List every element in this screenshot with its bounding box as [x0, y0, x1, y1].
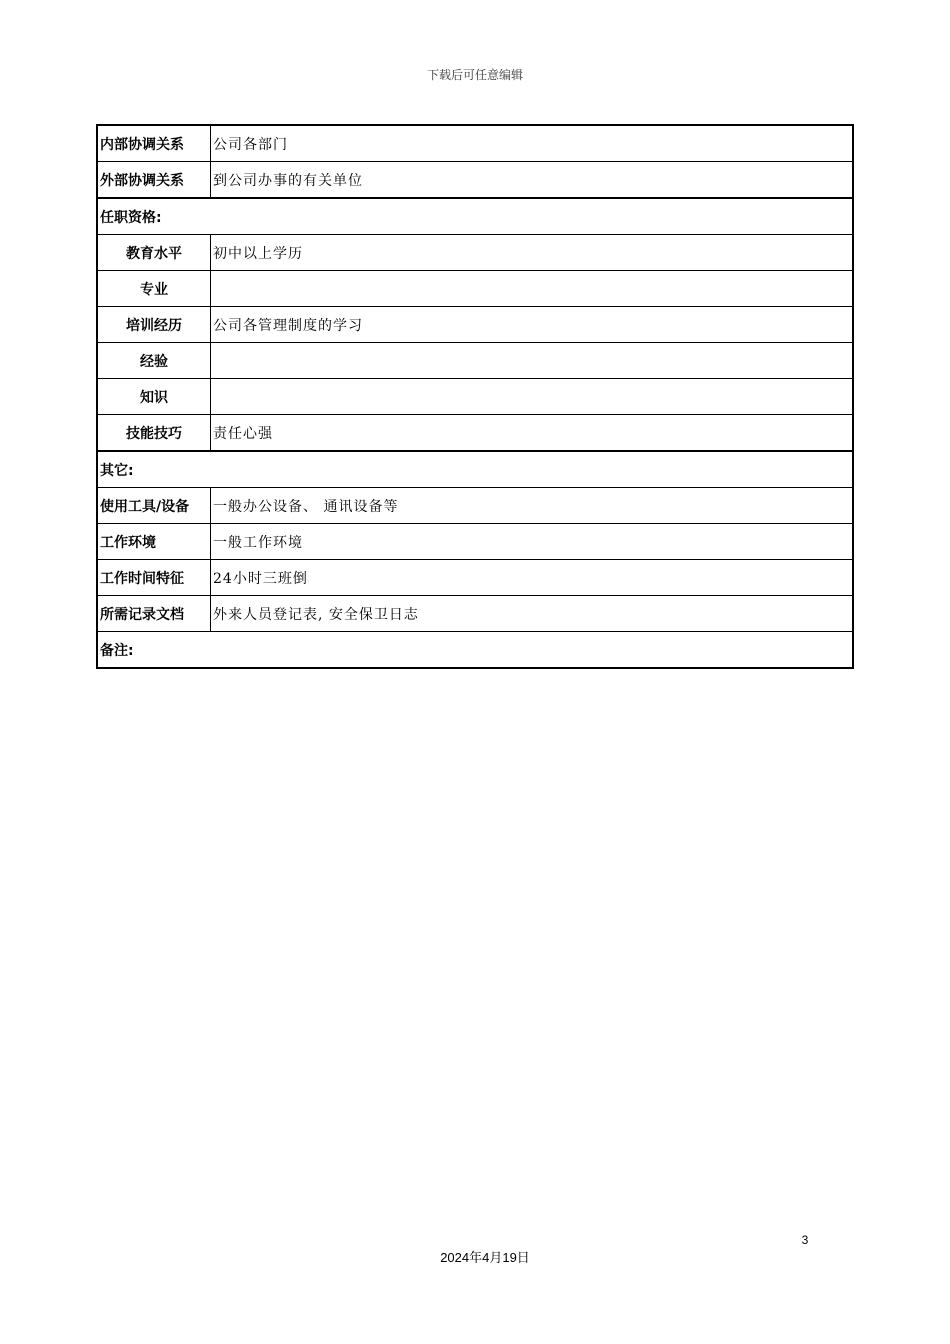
job-description-table: [96, 124, 854, 669]
education-label: 教育水平: [97, 235, 211, 271]
table-row: [97, 125, 853, 162]
table-row: [97, 596, 853, 632]
environment-label: 工作环境: [97, 524, 211, 560]
table-row: [97, 198, 853, 235]
work-time-label: 工作时间特征: [97, 560, 211, 596]
experience-value: [211, 343, 854, 379]
table-row: [97, 343, 853, 379]
skills-label: 技能技巧: [97, 415, 211, 452]
education-value: 初中以上学历: [211, 235, 854, 271]
table-row: [97, 560, 853, 596]
environment-value: 一般工作环境: [211, 524, 854, 560]
knowledge-value: [211, 379, 854, 415]
major-label: 专业: [97, 271, 211, 307]
table-row: [97, 451, 853, 488]
other-heading: 其它:: [97, 451, 853, 488]
training-label: 培训经历: [97, 307, 211, 343]
table-row: [97, 415, 853, 452]
internal-coordination-value: 公司各部门: [211, 125, 854, 162]
records-value: 外来人员登记表, 安全保卫日志: [211, 596, 854, 632]
major-value: [211, 271, 854, 307]
table-row: [97, 524, 853, 560]
remarks-heading: 备注:: [97, 632, 853, 669]
table-row: [97, 271, 853, 307]
table-row: [97, 632, 853, 669]
footer-date: 2024年4月19日: [440, 1250, 530, 1265]
internal-coordination-label: 内部协调关系: [97, 125, 211, 162]
work-time-value: 24小时三班倒: [211, 560, 854, 596]
page-number: 3: [801, 1233, 809, 1247]
table-row: [97, 307, 853, 343]
tools-value: 一般办公设备、 通讯设备等: [211, 488, 854, 524]
training-value: 公司各管理制度的学习: [211, 307, 854, 343]
table-row: [97, 488, 853, 524]
table-row: [97, 162, 853, 199]
external-coordination-label: 外部协调关系: [97, 162, 211, 199]
tools-label: 使用工具/设备: [97, 488, 211, 524]
qualifications-heading: 任职资格:: [97, 198, 853, 235]
external-coordination-value: 到公司办事的有关单位: [211, 162, 854, 199]
table-row: [97, 379, 853, 415]
table-row: [97, 235, 853, 271]
knowledge-label: 知识: [97, 379, 211, 415]
header-note: 下载后可任意编辑: [426, 68, 523, 82]
experience-label: 经验: [97, 343, 211, 379]
skills-value: 责任心强: [211, 415, 854, 452]
records-label: 所需记录文档: [97, 596, 211, 632]
